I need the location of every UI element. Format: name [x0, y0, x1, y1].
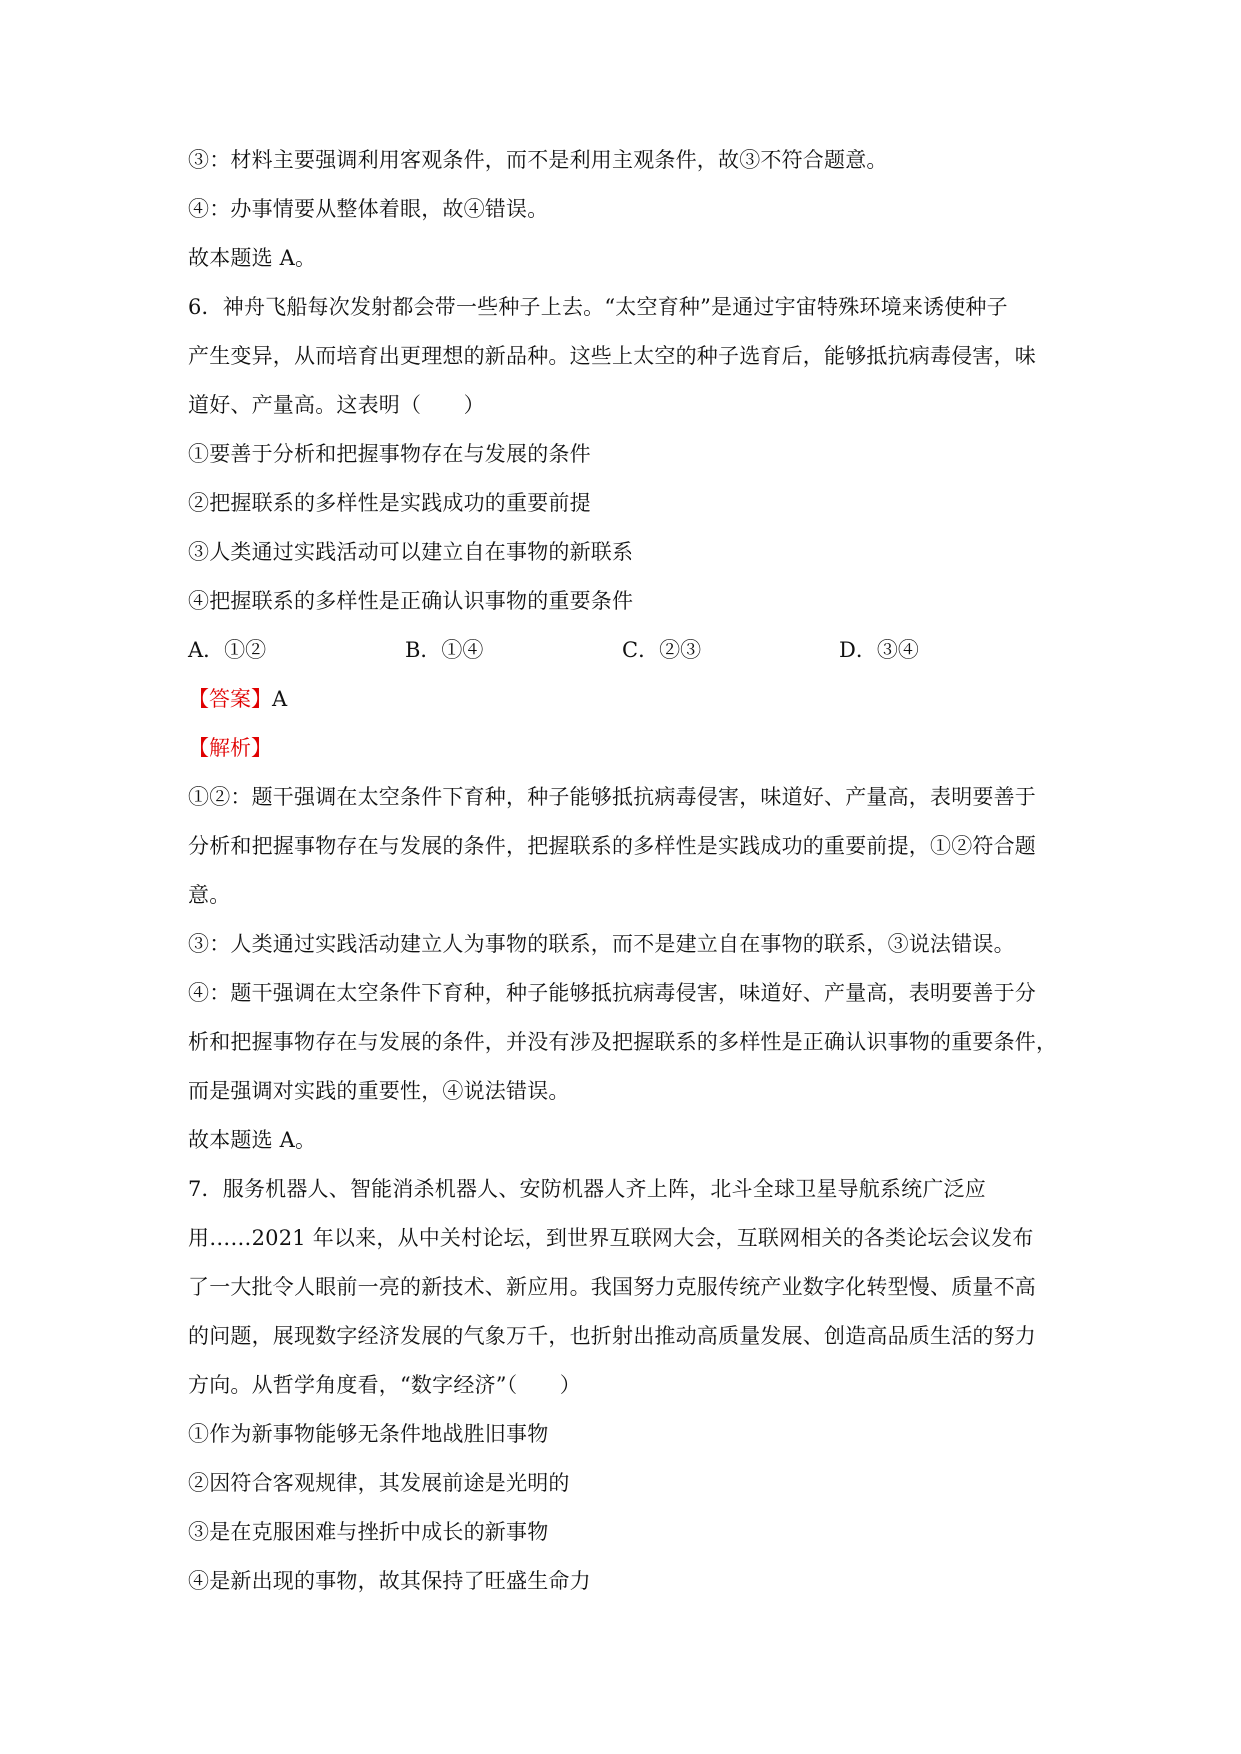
q6-analysis-line: 而是强调对实践的重要性，④说法错误。: [188, 1079, 570, 1103]
prev-analysis-line-3: ③：材料主要强调利用客观条件，而不是利用主观条件，故③不符合题意。: [188, 148, 888, 172]
q6-statement-1: ①要善于分析和把握事物存在与发展的条件: [188, 442, 591, 466]
q6-analysis-line: ④：题干强调在太空条件下育种，种子能够抵抗病毒侵害，味道好、产量高，表明要善于分: [188, 981, 1036, 1005]
q7-statement-3: ③是在克服困难与挫折中成长的新事物: [188, 1520, 549, 1544]
q7-stem-line: 7．服务机器人、智能消杀机器人、安防机器人齐上阵，北斗全球卫星导航系统广泛应: [188, 1177, 986, 1201]
q6-analysis-line: 分析和把握事物存在与发展的条件，把握联系的多样性是实践成功的重要前提，①②符合题: [188, 834, 1036, 858]
q7-stem-line: 用……2021 年以来，从中关村论坛，到世界互联网大会，互联网相关的各类论坛会议发布: [188, 1226, 1034, 1250]
q6-stem-line: 产生变异，从而培育出更理想的新品种。这些上太空的种子选育后，能够抵抗病毒侵害，味: [188, 344, 1036, 368]
q6-answer: [188, 675, 1068, 724]
question-6: [188, 283, 1068, 1165]
q7-stem-line: 的问题，展现数字经济发展的气象万千，也折射出推动高质量发展、创造高品质生活的努力: [188, 1324, 1036, 1348]
q6-analysis-heading: [188, 724, 1068, 773]
q7-stem-line: 方向。从哲学角度看，“数字经济”（ ）: [188, 1373, 581, 1397]
answer-tag: 【答案】: [188, 687, 272, 711]
q6-options: [188, 626, 1068, 675]
prev-analysis-line-4: ④：办事情要从整体着眼，故④错误。: [188, 197, 549, 221]
q6-conclusion: 故本题选 A。: [188, 1128, 317, 1152]
question-7: [188, 1165, 1068, 1606]
prev-conclusion: 故本题选 A。: [188, 246, 317, 270]
q7-statement-1: ①作为新事物能够无条件地战胜旧事物: [188, 1422, 549, 1446]
q6-statement-4: ④把握联系的多样性是正确认识事物的重要条件: [188, 589, 634, 613]
q6-statement-3: ③人类通过实践活动可以建立自在事物的新联系: [188, 540, 634, 564]
answer-value: A: [272, 687, 288, 711]
q6-statement-2: ②把握联系的多样性是实践成功的重要前提: [188, 491, 591, 515]
q6-option-d: D．③④: [839, 638, 919, 662]
analysis-tag: 【解析】: [188, 736, 272, 760]
q7-statement-2: ②因符合客观规律，其发展前途是光明的: [188, 1471, 570, 1495]
q6-option-c: C．②③: [622, 638, 702, 662]
q6-analysis-line: ③：人类通过实践活动建立人为事物的联系，而不是建立自在事物的联系，③说法错误。: [188, 932, 1015, 956]
q6-analysis-line: ①②：题干强调在太空条件下育种，种子能够抵抗病毒侵害，味道好、产量高，表明要善于: [188, 785, 1036, 809]
q6-analysis-line: 意。: [188, 883, 231, 907]
q6-stem-line: 6．神舟飞船每次发射都会带一些种子上去。“太空育种”是通过宇宙特殊环境来诱使种子: [188, 295, 1008, 319]
q7-statement-4: ④是新出现的事物，故其保持了旺盛生命力: [188, 1569, 591, 1593]
q6-stem-line: 道好、产量高。这表明（ ）: [188, 393, 485, 417]
q7-stem-line: 了一大批令人眼前一亮的新技术、新应用。我国努力克服传统产业数字化转型慢、质量不高: [188, 1275, 1036, 1299]
q6-option-b: B．①④: [405, 638, 484, 662]
document-page: [188, 136, 1068, 1606]
q6-option-a: A．①②: [188, 638, 267, 662]
q6-analysis-line: 析和把握事物存在与发展的条件，并没有涉及把握联系的多样性是正确认识事物的重要条件，: [188, 1030, 1058, 1054]
